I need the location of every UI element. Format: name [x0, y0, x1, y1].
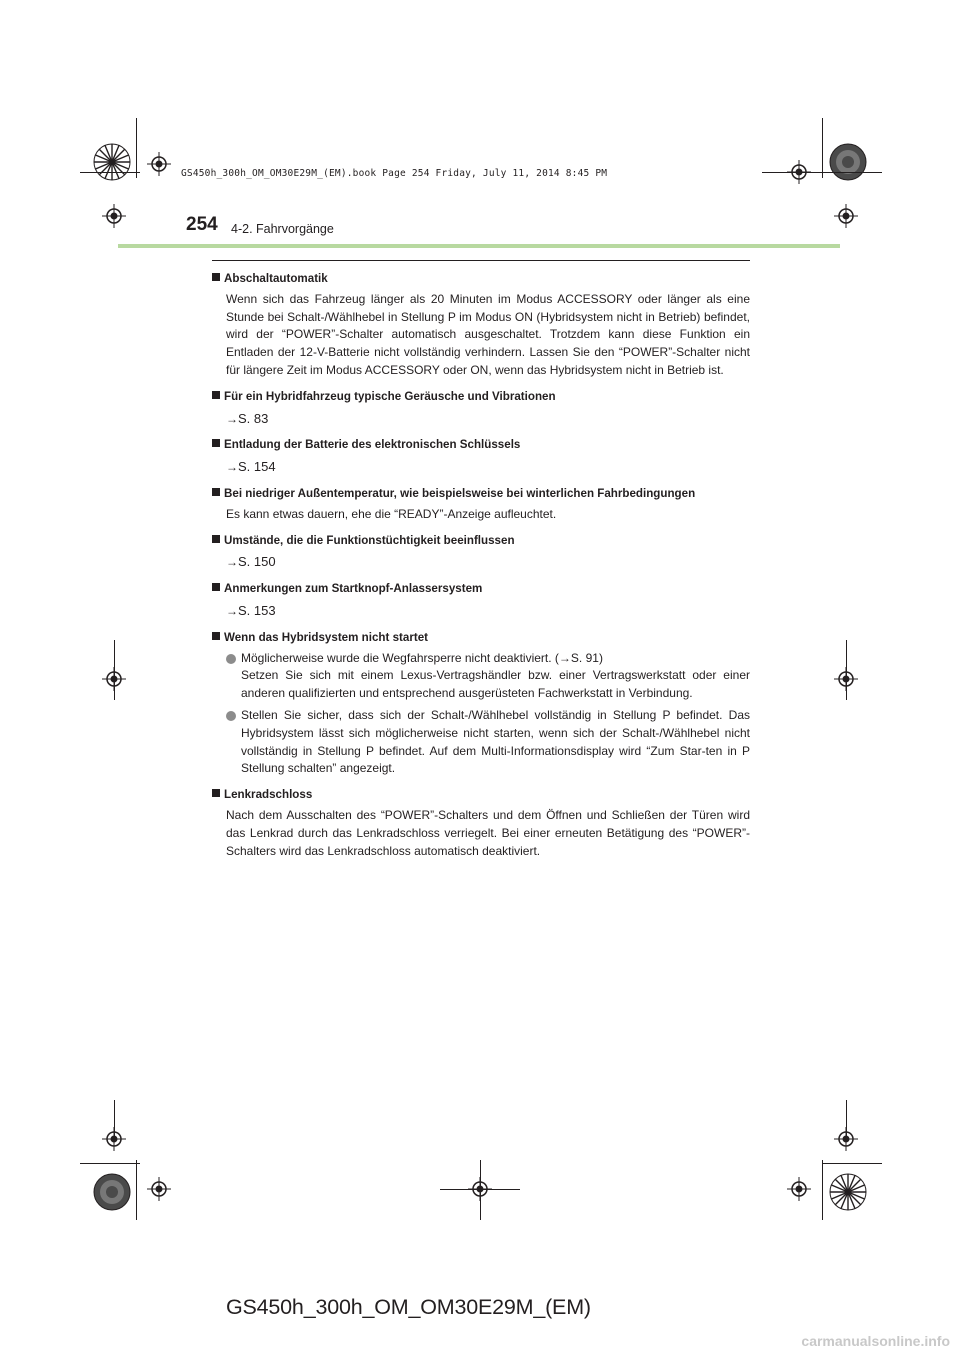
crop-line	[80, 172, 140, 173]
crop-line	[114, 1100, 115, 1140]
section-startknopf	[212, 580, 750, 621]
crop-line	[846, 640, 847, 700]
content-top-rule	[212, 260, 750, 261]
section-heading: Abschaltautomatik	[224, 272, 328, 285]
crop-line	[136, 1160, 137, 1220]
square-bullet-icon	[212, 583, 220, 591]
page-reference[interactable]: S. 91	[570, 650, 599, 665]
square-bullet-icon	[212, 535, 220, 543]
crop-line	[822, 1160, 823, 1220]
section-title: 4-2. Fahrvorgänge	[231, 222, 334, 236]
crosshair-mark-icon	[147, 152, 171, 176]
registration-mark-icon	[92, 142, 132, 182]
section-text: Wenn sich das Fahrzeug länger als 20 Minuten im Modus ACCESSORY oder länger als eine Stunde bei Schalt-/Wählhebel in Stellung P im Modus ON (Hybridsystem nicht in Betrieb) befindet, wird der “POWER”-Schalter automatisch ausgeschaltet. Trotzdem kann diese Funktion ein Entladen der 12-V-Batterie nicht vollständig verhindern. Lassen Sie den “POWER”-Schalter nicht für längere Zeit im Modus ACCESSORY oder ON, wenn das Hybridsystem nicht in Betrieb ist.	[226, 291, 750, 377]
square-bullet-icon	[212, 391, 220, 399]
document-footer: GS450h_300h_OM_OM30E29M_(EM)	[226, 1295, 591, 1319]
bullet-dot-icon	[226, 654, 236, 664]
crosshair-mark-icon	[102, 204, 126, 228]
page-number: 254	[186, 214, 218, 235]
section-abschaltautomatik	[212, 270, 750, 380]
watermark: carmanualsonline.info	[801, 1333, 950, 1349]
section-batterie-schluessel	[212, 436, 750, 477]
crop-line	[822, 118, 823, 178]
section-heading: Lenkradschloss	[224, 788, 313, 802]
section-heading: Umstände, die die Funktionstüchtigkeit beeinflussen	[224, 533, 515, 547]
header-bar	[118, 244, 840, 248]
section-text: Es kann etwas dauern, ehe die “READY”-Anzeige aufleuchtet.	[226, 506, 557, 521]
crosshair-mark-icon	[147, 1177, 171, 1201]
section-aussentemperatur	[212, 485, 750, 524]
page-reference[interactable]: S. 154	[238, 459, 276, 475]
arrow-right-icon: →	[226, 603, 238, 618]
registration-mark-icon	[92, 1172, 132, 1212]
crop-line	[762, 172, 822, 173]
arrow-right-icon: →	[226, 411, 238, 426]
square-bullet-icon	[212, 439, 220, 447]
crosshair-mark-icon	[834, 204, 858, 228]
section-heading: Entladung der Batterie des elektronischen Schlüssels	[224, 438, 521, 452]
crop-line	[822, 1163, 882, 1164]
registration-mark-icon	[828, 1172, 868, 1212]
crop-line	[846, 1100, 847, 1140]
section-heading: Bei niedriger Außentemperatur, wie beispielsweise bei winterlichen Fahrbedingungen	[224, 486, 696, 500]
section-hybridsystem-startet-nicht	[212, 629, 750, 778]
page-reference[interactable]: S. 83	[238, 410, 269, 426]
crosshair-mark-icon	[787, 1177, 811, 1201]
crop-line	[822, 172, 882, 173]
square-bullet-icon	[212, 273, 220, 281]
crop-line	[136, 118, 137, 178]
arrow-right-icon: →	[226, 555, 238, 570]
section-heading: Anmerkungen zum Startknopf-Anlassersystem	[224, 582, 483, 596]
square-bullet-icon	[212, 789, 220, 797]
list-item: Möglicherweise wurde die Wegfahrsperre nicht deaktiviert. (→S. 91) Setzen Sie sich mit einem Lexus-Vertragshändler bzw. einer Vertragswerkstatt oder einer anderen qualifizierten und entsprechend ausgerüsteten Fachwerkstatt in Verbindung.	[226, 650, 750, 703]
content	[212, 270, 750, 860]
square-bullet-icon	[212, 488, 220, 496]
arrow-right-icon: →	[226, 460, 238, 475]
page-reference[interactable]: S. 150	[238, 554, 276, 570]
crop-line	[114, 640, 115, 700]
print-info: GS450h_300h_OM_OM30E29M_(EM).book Page 254 Friday, July 11, 2014 8:45 PM	[181, 168, 608, 179]
section-heading: Für ein Hybridfahrzeug typische Geräusche und Vibrationen	[224, 389, 556, 403]
registration-mark-icon	[828, 142, 868, 182]
page-reference[interactable]: S. 153	[238, 602, 276, 618]
crop-line	[480, 1160, 481, 1220]
section-funktionstuechtigkeit	[212, 532, 750, 573]
square-bullet-icon	[212, 632, 220, 640]
arrow-right-icon: →	[558, 650, 571, 665]
section-geraeusche	[212, 388, 750, 429]
bullet-dot-icon	[226, 711, 236, 721]
section-lenkradschloss	[212, 786, 750, 860]
section-heading: Wenn das Hybridsystem nicht startet	[224, 630, 429, 644]
section-text: Nach dem Ausschalten des “POWER”-Schalters und dem Öffnen und Schließen der Türen wird das Lenkrad durch das Lenkradschloss verriegelt. Bei einer erneuten Betätigung des “POWER”-Schalters wird das Lenkradschloss automatisch deaktiviert.	[226, 807, 750, 858]
list-item: Stellen Sie sicher, dass sich der Schalt-/Wählhebel vollständig in Stellung P befindet. Das Hybridsystem lässt sich möglicherweise nicht starten, wenn sich der Schalt-/Wählhebel nicht vollständig in Stellung P befindet. Auf dem Multi-Informationsdisplay wird “Zum Star-ten in P Stellung schalten” angezeigt.	[226, 707, 750, 778]
crop-line	[80, 1163, 140, 1164]
